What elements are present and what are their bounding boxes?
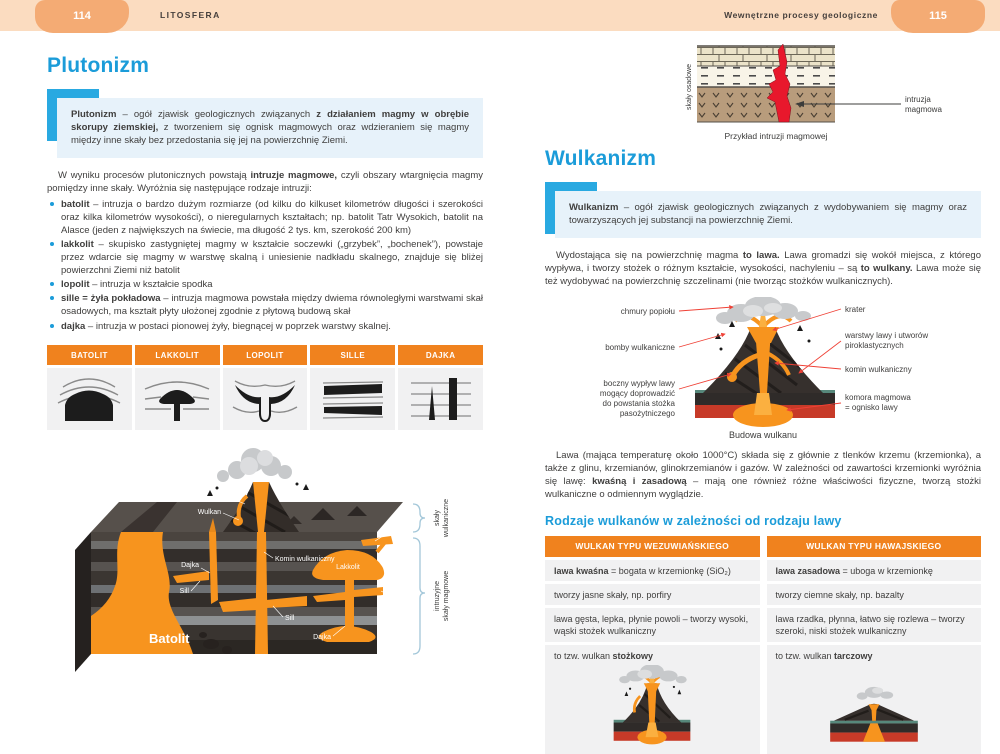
label-volcanic-bombs: bomby wulkaniczne	[605, 342, 675, 352]
page-title-wulkanizm: Wulkanizm	[545, 147, 657, 170]
table-cell: lawa kwaśna = bogata w krzemionkę (SiO₂)	[545, 560, 760, 581]
table-cell: tworzy jasne skały, np. porfiry	[545, 584, 760, 605]
label-dajka: Dajka	[313, 633, 331, 641]
label-lakkolit: Lakkolit	[336, 563, 360, 571]
right-section-title: Wewnętrzne procesy geologiczne	[724, 10, 878, 20]
bracket-label-intrusive: intruzyjne	[434, 580, 441, 611]
column-header-vesuvian: WULKAN TYPU WEZUWIAŃSKIEGO	[545, 536, 760, 557]
page-right	[545, 40, 981, 754]
definition-box-wulkanizm	[545, 182, 981, 238]
left-section-title: LITOSFERA	[160, 10, 221, 20]
volcano-types-table	[545, 536, 981, 753]
header-strip	[0, 0, 1000, 31]
label-side-flow: boczny wypływ lawy	[603, 378, 675, 388]
column-header: BATOLIT	[47, 345, 132, 365]
definition-text: Wulkanizm – ogół zjawisk geologicznych związanych z wydobywaniem się magmy oraz towarzyszących jej substancji na powierzchnię Ziemi.	[555, 191, 981, 238]
table-cell: to tzw. wulkan stożkowy	[545, 645, 760, 754]
callout-magmowa: magmowa	[905, 105, 942, 114]
batolit-shape-icon	[53, 373, 125, 425]
label-magma-chamber: komora magmowa	[845, 392, 911, 402]
bullet-icon	[50, 282, 54, 286]
svg-text:do powstania stożka: do powstania stożka	[602, 398, 675, 408]
list-item: sille = żyła pokładowa – intruzja magmowa powstała między dwiema równoległymi warstwami skał osadowych, ma kształt płyty ułożonej zgodnie z płytową budową skał	[47, 292, 483, 318]
left-page-number: 114	[73, 9, 91, 22]
column-header: LAKKOLIT	[135, 345, 220, 365]
label-ash-clouds: chmury popiołu	[620, 306, 675, 316]
list-item: lakkolit – skupisko zastygniętej magmy w kształcie soczewki („grzybek”, „bochenek”), powstaje przez wdarcie się magmy w warstwę skalną i uniesienie nadkładu skalnego, znajduje się bliżej powierzchni Ziemi niż batolit	[47, 238, 483, 277]
intro-paragraph: W wyniku procesów plutonicznych powstają intruzje magmowe, czyli obszary wtargnięcia magmy pomiędzy inne skały. Wyróżnia się następujące rodzaje intruzji:	[47, 170, 483, 195]
lakkolit-shape-icon	[141, 373, 213, 425]
svg-text:= ognisko lawy: = ognisko lawy	[845, 402, 898, 412]
bullet-icon	[50, 202, 54, 206]
page-left	[47, 55, 483, 676]
label-sill: Sill	[179, 587, 189, 595]
dajka-shape-icon	[405, 373, 477, 425]
label-sill: Sill	[389, 591, 399, 599]
label-lawa: Lawa	[212, 493, 229, 501]
intrusion-bullet-list	[47, 198, 483, 333]
svg-text:skały magmowe: skały magmowe	[443, 570, 450, 621]
table-cell: tworzy ciemne skały, np. bazalty	[767, 584, 982, 605]
label-wulkan: Wulkan	[197, 508, 221, 516]
svg-text:wulkaniczne: wulkaniczne	[443, 498, 450, 537]
figure-caption: Budowa wulkanu	[728, 429, 798, 440]
block-left-face	[75, 532, 91, 672]
volcanic-chimney	[255, 532, 268, 654]
page-title-plutonizm: Plutonizm	[47, 54, 150, 77]
column-header: LOPOLIT	[223, 345, 308, 365]
lava-intro-paragraph: Wydostająca się na powierzchnię magma to lawa. Lawa gromadzi się wokół miejsca, z którego wypływa, i tworzy stożek o różnym kształcie, wysokości, nachyleniu – są to wulkany. Lawa może się też wydobywać na powierzchnię szczelinami (nie tworząc stożków wulkanicznych).	[545, 250, 982, 288]
table-cell	[398, 368, 483, 430]
bullet-icon	[50, 242, 54, 246]
list-item: lopolit – intruzja w kształcie spodka	[47, 278, 483, 291]
label-dajka: Dajka	[181, 561, 199, 569]
sedimentary-layers	[697, 46, 835, 122]
table-cell: lawa gęsta, lepka, płynie powoli – tworzy wysoki, wąski stożek wulkaniczny	[545, 608, 760, 641]
label-sill: Sill	[285, 614, 295, 622]
bullet-icon	[50, 296, 54, 300]
column-header-hawaiian: WULKAN TYPU HAWAJSKIEGO	[767, 536, 982, 557]
column-header: SILLE	[310, 345, 395, 365]
lopolit-shape-icon	[229, 373, 301, 425]
definition-box-plutonizm	[47, 89, 483, 158]
label-crater: krater	[845, 304, 866, 314]
side-label-sedimentary-rocks: skały osadowe	[686, 64, 693, 110]
volcano-structure-figure	[545, 297, 981, 443]
column-header: DAJKA	[398, 345, 483, 365]
bullet-icon	[50, 324, 54, 328]
figure-caption: Przykład intruzji magmowej	[724, 131, 828, 141]
svg-text:mogący doprowadzić: mogący doprowadzić	[599, 388, 675, 398]
subheading-volcano-types: Rodzaje wulkanów w zależności od rodzaju lawy	[545, 514, 842, 529]
right-page-number-badge	[891, 0, 985, 33]
label-komin: Komin wulkaniczny	[275, 555, 335, 563]
svg-text:piroklastycznych: piroklastycznych	[845, 340, 904, 350]
list-item: batolit – intruzja o bardzo dużym rozmiarze (od kilku do kilkuset kilometrów długości i szerokości oraz kilka kilometrów wysokości), o nieregularnych kształtach; np. batolit Tatr Wysokich, batolit na Alasce (jeden z największych na świecie, ma długość 2 tys. km, szerokość 200 km)	[47, 198, 483, 237]
table-cell	[310, 368, 395, 430]
intrusion-types-table	[47, 345, 483, 430]
label-sill: Sill	[385, 529, 395, 537]
list-item: dajka – intruzja w postaci pionowej żyły, biegnącej w poprzek warstwy skalnej.	[47, 320, 483, 333]
label-chimney: komin wulkaniczny	[845, 364, 912, 374]
table-cell	[135, 368, 220, 430]
table-cell: lawa rzadka, płynna, łatwo się rozlewa – tworzy szeroki, niski stożek wulkaniczny	[767, 608, 982, 641]
sille-shape-icon	[317, 373, 389, 425]
plutonism-block-diagram	[61, 440, 471, 676]
svg-text:pasożytniczego: pasożytniczego	[619, 408, 675, 418]
table-cell: to tzw. wulkan tarczowy	[767, 645, 982, 754]
intrusion-example-figure	[683, 40, 953, 144]
smoke-cloud-icon	[217, 448, 292, 482]
table-cell: lawa zasadowa = uboga w krzemionkę	[767, 560, 982, 581]
right-page-number: 115	[929, 9, 947, 22]
label-lava-layers: warstwy lawy i utworów	[845, 330, 929, 340]
definition-text: Plutonizm – ogół zjawisk geologicznych związanych z działaniem magmy w obrębie skorupy ziemskiej, z tworzeniem się ognisk magmowych oraz wdzieraniem się magmy między inne skały bez przedostania się jej na powierzchnię Ziemi.	[57, 98, 483, 158]
left-page-number-badge	[35, 0, 129, 33]
table-cell	[47, 368, 132, 430]
bracket-label-volcanic: skały	[434, 509, 441, 526]
callout-intruzja: intruzja	[905, 95, 931, 104]
lava-composition-paragraph: Lawa (mająca temperaturę około 1000°C) składa się z głównie z tlenków krzemu (krzemionka), a także z glinu, krzemianów, glinokrzemianów i gazów. W zależności od zawartości krzemionki wyróżnia się lawę: kwaśną i zasadową – mają one również różne właściwości fizyczne, tworzą stożki wulkaniczne o odmiennym wyglądzie.	[545, 449, 981, 500]
label-batolit: Batolit	[149, 630, 190, 646]
table-cell	[223, 368, 308, 430]
bracket-lines	[413, 504, 425, 654]
